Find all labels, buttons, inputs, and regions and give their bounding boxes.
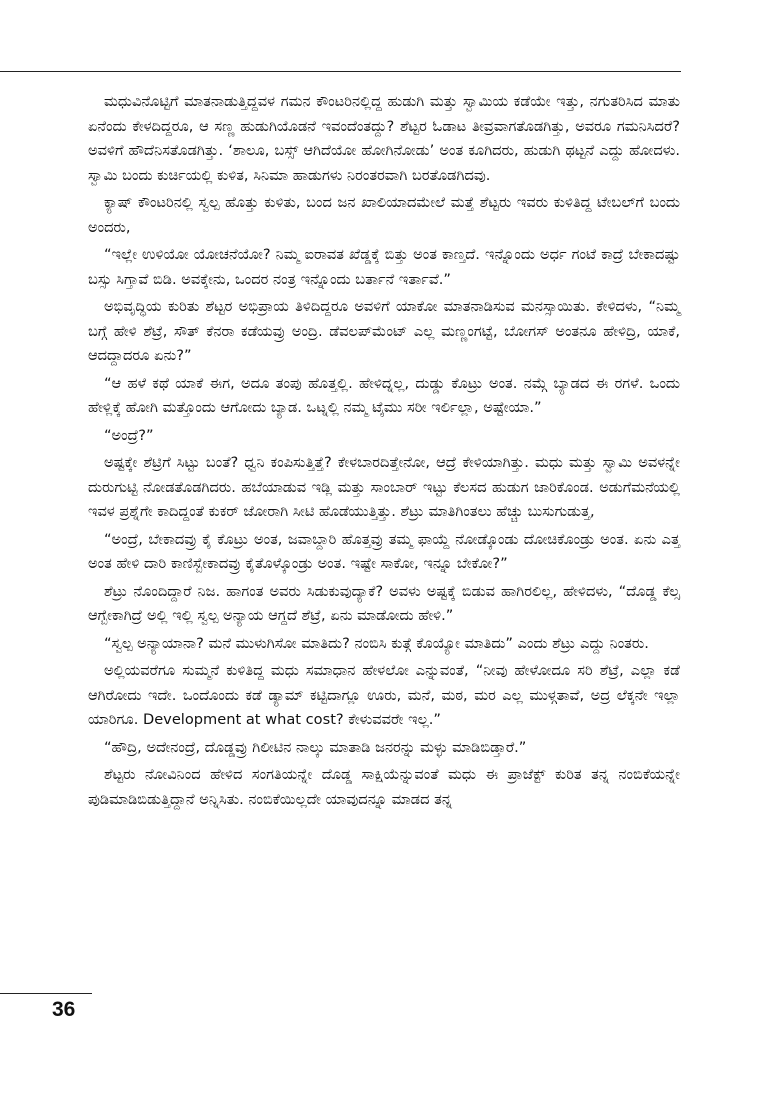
paragraph: ಶೆಟ್ರು ನೊಂದಿದ್ದಾರೆ ನಿಜ. ಹಾಗಂತ ಅವರು ಸಿಡುಕುವುದ್ಯಾಕೆ? ಅವಳು ಅಷ್ಟಕ್ಕೆ ಬಿಡುವ ಹಾಗಿರಲಿಲ್ಲ, ಹೇಳಿದಳು, “ದೊಡ್ಡ ಕೆಲ್ಸ ಆಗ್ಬೇಕಾಗಿದ್ರೆ ಅಲ್ಲಿ ಇಲ್ಲಿ ಸ್ವಲ್ಪ ಅನ್ಯಾಯ ಆಗ್ದದೆ ಶೆಟ್ರೆ, ಏನು ಮಾಡೋದು ಹೇಳಿ.”	[88, 582, 680, 624]
paragraph: ಅಲ್ಲಿಯವರೆಗೂ ಸುಮ್ಮನೆ ಕುಳಿತಿದ್ದ ಮಧು ಸಮಾಧಾನ ಹೇಳಲೋ ಎನ್ನುವಂತೆ, “ನೀವು ಹೇಳೋದೂ ಸರಿ ಶೆಟ್ರೆ, ಎಲ್ಲಾ ಕಡೆ ಆಗಿರೋದು ಇದೇ. ಒಂದೊಂದು ಕಡೆ ಡ್ಯಾಮ್ ಕಟ್ಟಿದಾಗ್ಲೂ ಊರು, ಮನೆ, ಮಠ, ಮರ ಎಲ್ಲ ಮುಳ್ಗತಾವೆ, ಅದ್ರ ಲೆಕ್ಕನೇ ಇಲ್ಲಾ ಯಾರಿಗೂ. Development at what cost? ಕೇಳುವವರೇ ಇಲ್ಲ.”	[88, 662, 680, 728]
paragraph: “ಇಲ್ಲೇ ಉಳಿಯೋ ಯೋಚನೆಯೋ? ನಿಮ್ಮ ಐರಾವತ ಖೆಡ್ಡಕ್ಕೆ ಬಿತ್ತು ಅಂತ ಕಾಣ್ತದೆ. ಇನ್ನೊಂದು ಅರ್ಧ ಗಂಟೆ ಕಾದ್ರೆ ಬೇಕಾದಷ್ಟು ಬಸ್ಸು ಸಿಗ್ತಾವೆ ಬಿಡಿ. ಅವಕ್ಕೇನು, ಒಂದರ ನಂತ್ರ ಇನ್ನೊಂದು ಬರ್ತಾನೆ ಇರ್ತಾವೆ.”	[88, 246, 680, 288]
paragraph: ಶೆಟ್ಟರು ನೋವಿನಿಂದ ಹೇಳಿದ ಸಂಗತಿಯನ್ನೇ ದೊಡ್ಡ ಸಾಕ್ಷಿಯೆನ್ನುವಂತೆ ಮಧು ಈ ಪ್ರಾಜೆಕ್ಟ್ ಕುರಿತ ತನ್ನ ನಂಬಿಕೆಯನ್ನೇ ಪುಡಿಮಾಡಿಬಿಡುತ್ತಿದ್ದಾನೆ ಅನ್ನಿಸಿತು. ನಂಬಿಕೆಯಿಲ್ಲದೇ ಯಾವುದನ್ನೂ ಮಾಡದ ತನ್ನ	[88, 766, 680, 808]
paragraph: ಅಷ್ಟಕ್ಕೇ ಶೆಟ್ರಿಗೆ ಸಿಟ್ಟು ಬಂತೆ? ಧ್ವನಿ ಕಂಪಿಸುತ್ತಿತ್ತೆ? ಕೇಳಬಾರದಿತ್ತೇನೋ, ಆದ್ರೆ ಕೇಳಿಯಾಗಿತ್ತು. ಮಧು ಮತ್ತು ಸ್ವಾಮಿ ಅವಳನ್ನೇ ದುರುಗುಟ್ಟಿ ನೋಡತೊಡಗಿದರು. ಹಬೆಯಾಡುವ ಇಡ್ಲಿ ಮತ್ತು ಸಾಂಬಾರ್ ಇಟ್ಟು ಕೆಲಸದ ಹುಡುಗ ಜಾರಿಕೊಂಡ. ಅಡುಗೆಮನೆಯಲ್ಲಿ ಇವಳ ಪ್ರಶ್ನೆಗೇ ಕಾದಿದ್ದಂತೆ ಕುಕರ್ ಜೋರಾಗಿ ಸೀಟಿ ಹೊಡೆಯುತ್ತಿತ್ತು. ಶೆಟ್ರು ಮಾತಿಗಿಂತಲು ಹೆಚ್ಚು ಬುಸುಗುಡುತ್ತ,	[88, 454, 680, 520]
paragraph: “ಹೌದ್ರಿ, ಅದೇನಂದ್ರೆ, ದೊಡ್ಡವ್ರು ಗಿಲೀಟಿನ ನಾಲ್ಕು ಮಾತಾಡಿ ಜನರನ್ನು ಮಳ್ಳು ಮಾಡಿಬಿಡ್ತಾರೆ.”	[104, 738, 527, 756]
paragraph: “ಆ ಹಳೆ ಕಥೆ ಯಾಕೆ ಈಗ, ಅದೂ ತಂಪು ಹೊತ್ತಲ್ಲಿ. ಹೇಳಿದ್ನಲ್ಲ, ದುಡ್ಡು ಕೊಟ್ರು ಅಂತ. ನಮ್ಗೆ ಬ್ಯಾಡದ ಈ ರಗಳೆ. ಒಂದು ಹೇಳ್ಲಿಕ್ಕೆ ಹೋಗಿ ಮತ್ತೊಂದು ಆಗೋದು ಬ್ಯಾಡ. ಒಟ್ನಲ್ಲಿ ನಮ್ಮ ಟೈಮು ಸರೀ ಇರ್ಲಿಲ್ಲಾ, ಅಷ್ಟೇಯಾ.”	[88, 374, 680, 416]
body-text	[88, 90, 680, 812]
top-rule	[0, 71, 681, 72]
footer-rule	[0, 993, 92, 994]
paragraph: “ಅಂದ್ರೆ?”	[104, 426, 154, 444]
paragraph: ಅಭಿವೃದ್ಧಿಯ ಕುರಿತು ಶೆಟ್ಟರ ಅಭಿಪ್ರಾಯ ತಿಳಿದಿದ್ದರೂ ಅವಳಿಗೆ ಯಾಕೋ ಮಾತನಾಡಿಸುವ ಮನಸ್ಸಾಯಿತು. ಕೇಳಿದಳು, “ನಿಮ್ಮ ಬಗ್ಗೆ ಹೇಳಿ ಶೆಟ್ರೆ, ಸೌತ್ ಕೆನರಾ ಕಡೆಯವ್ರು ಅಂದ್ರಿ. ಡೆವಲಪ್‌ಮೆಂಟ್ ಎಲ್ಲ ಮಣ್ಣಂಗಟ್ಟೆ, ಬೋಗಸ್ ಅಂತನೂ ಹೇಳಿದ್ರಿ, ಯಾಕೆ, ಆದದ್ದಾದರೂ ಏನು?”	[88, 298, 680, 364]
page-number: 36	[52, 998, 76, 1021]
paragraph: “ಅಂದ್ರೆ, ಬೇಕಾದವ್ರು ಕೈ ಕೊಟ್ರು ಅಂತ, ಜವಾಬ್ದಾರಿ ಹೊತ್ತವ್ರು ತಮ್ಮ ಫಾಯ್ದೆ ನೋಡ್ಕೊಂಡು ದೋಚಿಕೊಂಡ್ರು ಅಂತ. ಏನು ಎತ್ತ ಅಂತ ಹೇಳಿ ದಾರಿ ಕಾಣಿಸ್ಬೇಕಾದವ್ರು ಕೈತೊಳ್ಕೊಂಡ್ರು ಅಂತ. ಇಷ್ಟೇ ಸಾಕೋ, ಇನ್ನೂ ಬೇಕೋ?”	[88, 530, 680, 572]
paragraph: ಮಧುವಿನೊಟ್ಟಿಗೆ ಮಾತನಾಡುತ್ತಿದ್ದವಳ ಗಮನ ಕೌಂಟರಿನಲ್ಲಿದ್ದ ಹುಡುಗಿ ಮತ್ತು ಸ್ವಾಮಿಯ ಕಡೆಯೇ ಇತ್ತು, ನಗುತರಿಸಿದ ಮಾತು ಏನೆಂದು ಕೇಳದಿದ್ದರೂ, ಆ ಸಣ್ಣ ಹುಡುಗಿಯೊಡನೆ ಇವಂದೆಂತದ್ದು? ಶೆಟ್ಟರ ಓಡಾಟ ತೀವ್ರವಾಗತೊಡಗಿತ್ತು, ಅವರೂ ಗಮನಿಸಿದರೆ? ಅವಳಿಗೆ ಹೌದೆನಿಸತೊಡಗಿತ್ತು. ‘ಶಾಲೂ, ಬಸ್ಸ್ ಆಗಿದೆಯೋ ಹೋಗಿನೋಡು’ ಅಂತ ಕೂಗಿದರು, ಹುಡುಗಿ ಥಟ್ಟನೆ ಎದ್ದು ಹೋದಳು. ಸ್ವಾಮಿ ಬಂದು ಕುರ್ಚಿಯಲ್ಲಿ ಕುಳಿತ, ಸಿನಿಮಾ ಹಾಡುಗಳು ನಿರಂತರವಾಗಿ ಬರತೊಡಗಿದವು.	[88, 93, 680, 184]
paragraph: ಕ್ಯಾಷ್ ಕೌಂಟರಿನಲ್ಲಿ ಸ್ವಲ್ಪ ಹೊತ್ತು ಕುಳಿತು, ಬಂದ ಜನ ಖಾಲಿಯಾದಮೇಲೆ ಮತ್ತೆ ಶೆಟ್ಟರು ಇವರು ಕುಳಿತಿದ್ದ ಟೇಬಲ್‌ಗೆ ಬಂದು ಅಂದರು,	[88, 194, 680, 236]
paragraph: “ಸ್ವಲ್ಪ ಅನ್ಯಾಯಾನಾ? ಮನೆ ಮುಳುಗಿಸೋ ಮಾತಿದು? ನಂಬಿಸಿ ಕುತ್ಗೆ ಕೊಯ್ಯೋ ಮಾತಿದು” ಎಂದು ಶೆಟ್ರು ಎದ್ದು ನಿಂತರು.	[104, 634, 649, 652]
